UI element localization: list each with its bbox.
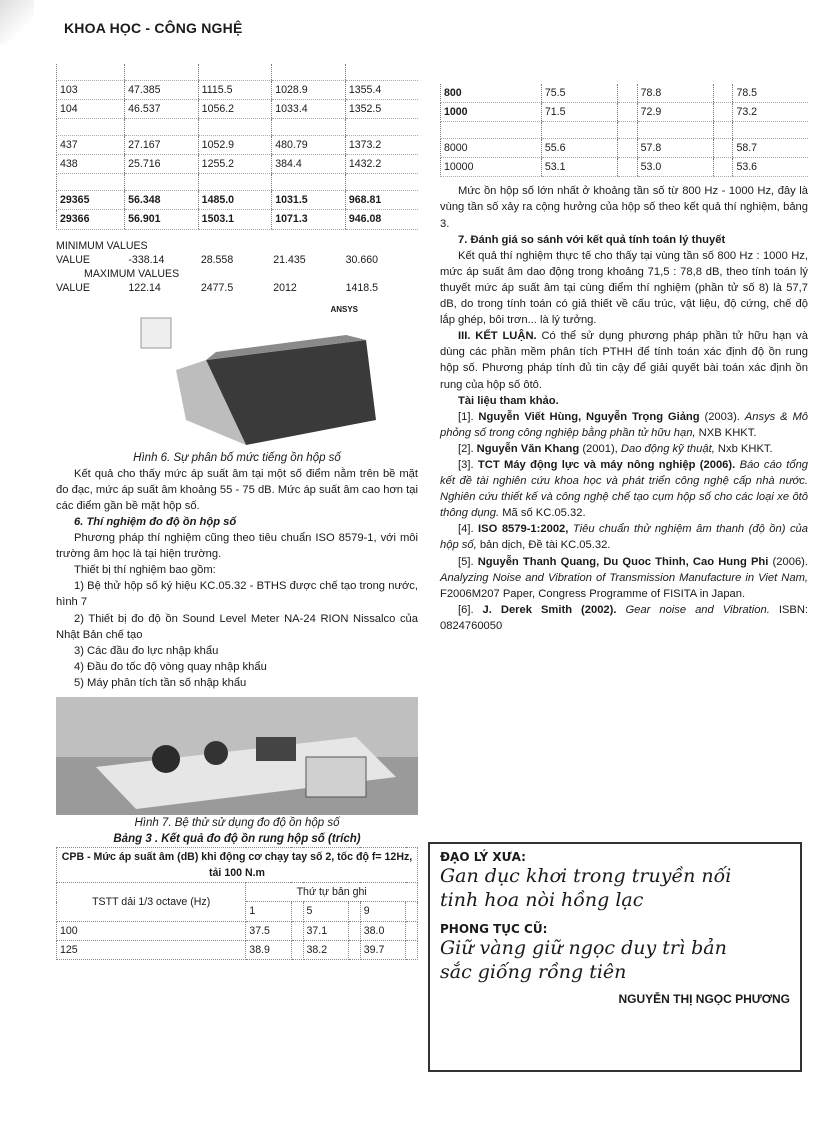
- reference-list: [440, 409, 808, 634]
- table-row: 29365 56.348 1485.0 1031.5 968.81: [57, 191, 419, 210]
- poem-signature: NGUYỄN THỊ NGỌC PHƯƠNG: [618, 992, 790, 1006]
- reference-item: [2]. Nguyễn Văn Khang (2001), Dao động kỹ thuật, Nxb KHKT.: [458, 442, 773, 455]
- test-bench-image: [56, 697, 418, 815]
- table-row: 10000 53.1 53.0 53.6: [441, 158, 809, 177]
- paragraph: Thiết bị thí nghiệm bao gồm:: [74, 564, 216, 577]
- fig7-caption: Hình 7. Bệ thử sử dụng đo độ ồn hộp số: [134, 816, 340, 829]
- table3-col-label: TSTT dải 1/3 octave (Hz): [57, 883, 246, 921]
- reference-item: [5]. Nguyễn Thanh Quang, Du Quoc Thinh, Cao Hung Phi (2006). Analyzing Noise and Vibration of Transmission Manufacture in Viet Nam, F2006M207 Paper, Congress Programme of FISITA in Japan.: [440, 555, 808, 600]
- table3-continued: [440, 84, 808, 177]
- poem-line: Giữ vàng giữ ngọc duy trì bản: [440, 937, 727, 959]
- table3: CPB - Mức áp suất âm (dB) khi động cơ chạy tay số 2, tốc độ f= 12Hz, tải 100 N.m TSTT dải 1/3 octave (Hz) Thứ tự bản ghi 1 5 9 100 37.5 37.1 38.0 125 38.9 38.2 39.7: [56, 847, 418, 960]
- table-row: 1000 71.5 72.9 73.2: [441, 103, 809, 122]
- section-heading: 7. Đánh giá so sánh với kết quả tính toán lý thuyết: [458, 233, 726, 246]
- poem-box: [428, 842, 802, 1072]
- poem-label-1: ĐẠO LÝ XƯA:: [440, 850, 526, 864]
- right-column: [440, 84, 808, 634]
- max-title: MAXIMUM VALUES: [84, 267, 180, 280]
- reference-item: [3]. TCT Máy động lực và máy nông nghiệp (2006). Báo cáo tổng kết đề tài nghiên cứu khoa học và phát triển công nghệ cấp nhà nước. Nghiên cứu thiết kế và công nghệ chế tạo cụm hộp số cho các loại xe ôtô thông dụng. Mã số KC.05.32.: [440, 458, 809, 520]
- table-row: 29366 56.901 1503.1 1071.3 946.08: [57, 210, 419, 229]
- list-item: 3) Các đầu đo lực nhập khẩu: [74, 644, 219, 657]
- section-heading: 6. Thí nghiệm đo độ ồn hộp số: [74, 515, 237, 528]
- references-title: Tài liệu tham khảo.: [458, 394, 559, 407]
- paragraph: Phương pháp thí nghiệm cũng theo tiêu chuẩn ISO 8579-1, với môi trường âm học là tại hiện trường.: [56, 532, 418, 561]
- min-title: MINIMUM VALUES: [56, 239, 148, 252]
- poem-line: sắc giống rồng tiên: [440, 961, 627, 983]
- reference-item: [1]. Nguyễn Viết Hùng, Nguyễn Trọng Giảng (2003). Ansys & Mô phỏng số trong công nghiệp bằng phần tử hữu hạn, NXB KHKT.: [440, 410, 809, 439]
- poem-line: tinh hoa nòi hồng lạc: [440, 889, 644, 911]
- table3-group-label: Thứ tự bản ghi: [246, 883, 418, 902]
- max-values: VALUE 122.14 2477.5 2012 1418.5: [56, 281, 379, 294]
- table-row: 8000 55.6 57.8 58.7: [441, 139, 809, 158]
- paragraph: Kết quả cho thấy mức áp suất âm tại một số điểm nằm trên bề mặt đo đạc, mức áp suất âm khoảng 55 - 75 dB. Mức áp suất âm cao hơn tại các điểm gần bề mặt hộp số.: [56, 467, 418, 512]
- min-values: VALUE -338.14 28.558 21.435 30.660: [56, 253, 379, 266]
- fig7-photo: [56, 697, 418, 815]
- table3-title: Bảng 3 . Kết quả đo độ ồn rung hộp số (trích): [113, 833, 361, 846]
- table-row: 104 46.537 1056.2 1033.4 1352.5: [57, 100, 419, 119]
- poem-label-2: PHONG TỤC CŨ:: [440, 922, 548, 936]
- fig6-noise-plot: [56, 300, 418, 450]
- paragraph: Mức ồn hộp số lớn nhất ở khoảng tần số từ 800 Hz - 1000 Hz, đây là vùng tần số xảy ra cộng hưởng của hộp số theo kết quả thí nghiệm, bảng 3.: [440, 185, 808, 230]
- left-column: [56, 64, 418, 960]
- paragraph: Kết quả thí nghiệm thực tế cho thấy tại vùng tần số 800 Hz : 1000 Hz, mức áp suất âm dao động trong khoảng 71,5 : 78,8 dB, theo tính toán lý thuyết mức áp suất âm tại cùng điểm thí nghiệm (phần tử số 8) là 57,7 dB, do trong tính toán có giả thiết về cấu trúc, vật liệu, độ cứng, chế độ lắp ghép, bôi trơn... là lý tưởng.: [440, 249, 808, 327]
- reference-item: [4]. ISO 8579-1:2002, Tiêu chuẩn thử nghiệm âm thanh (độ ồn) của hộp số, bản dịch, Đề tài KC.05.32.: [440, 523, 809, 552]
- table-row: 800 75.5 78.8 78.5: [441, 84, 809, 103]
- ansys-logo-text: ANSYS: [330, 304, 358, 314]
- conclusion-heading: III. KẾT LUẬN.: [458, 330, 537, 343]
- ansys-results-table: [56, 64, 418, 230]
- list-item: 1) Bệ thử hộp số ký hiệu KC.05.32 - BTHS được chế tạo trong nước, hình 7: [56, 580, 418, 609]
- conclusion-text: Có thể sử dụng phương pháp phần tử hữu hạn và dùng các phần mềm phân tích PTHH để tính toán xác định độ ồn rung hộp số. Phương pháp tính đủ tin cậy để giải quyết bài toán xác định ồn rung của hộp số ôtô.: [440, 330, 808, 391]
- corner-mark: [0, 0, 34, 44]
- table-row: 438 25.716 1255.2 384.4 1432.2: [57, 155, 419, 174]
- page-header: KHOA HỌC - CÔNG NGHỆ: [64, 20, 243, 36]
- poem-line: Gan dục khơi trong truyền nối: [440, 865, 732, 887]
- table-row: 103 47.385 1115.5 1028.9 1355.4: [57, 81, 419, 100]
- table-row: 437 27.167 1052.9 480.79 1373.2: [57, 136, 419, 155]
- list-item: 5) Máy phân tích tần số nhập khẩu: [74, 676, 247, 689]
- reference-item: [6]. J. Derek Smith (2002). Gear noise and Vibration. ISBN: 0824760050: [440, 603, 809, 632]
- conclusion-paragraph: [440, 328, 808, 392]
- list-item: 2) Thiết bị đo độ ồn Sound Level Meter NA-24 RION Nissalco của Nhật Bản chế tạo: [56, 612, 418, 641]
- fig6-caption: Hình 6. Sự phân bố mức tiếng ồn hộp số: [133, 451, 341, 464]
- table-row: 125 38.9 38.2 39.7: [57, 940, 418, 959]
- table-row: 100 37.5 37.1 38.0: [57, 921, 418, 940]
- list-item: 4) Đầu đo tốc độ vòng quay nhập khẩu: [74, 660, 267, 673]
- table3-header: CPB - Mức áp suất âm (dB) khi động cơ chạy tay số 2, tốc độ f= 12Hz, tải 100 N.m: [57, 848, 418, 883]
- noise-distribution-image: [56, 300, 418, 450]
